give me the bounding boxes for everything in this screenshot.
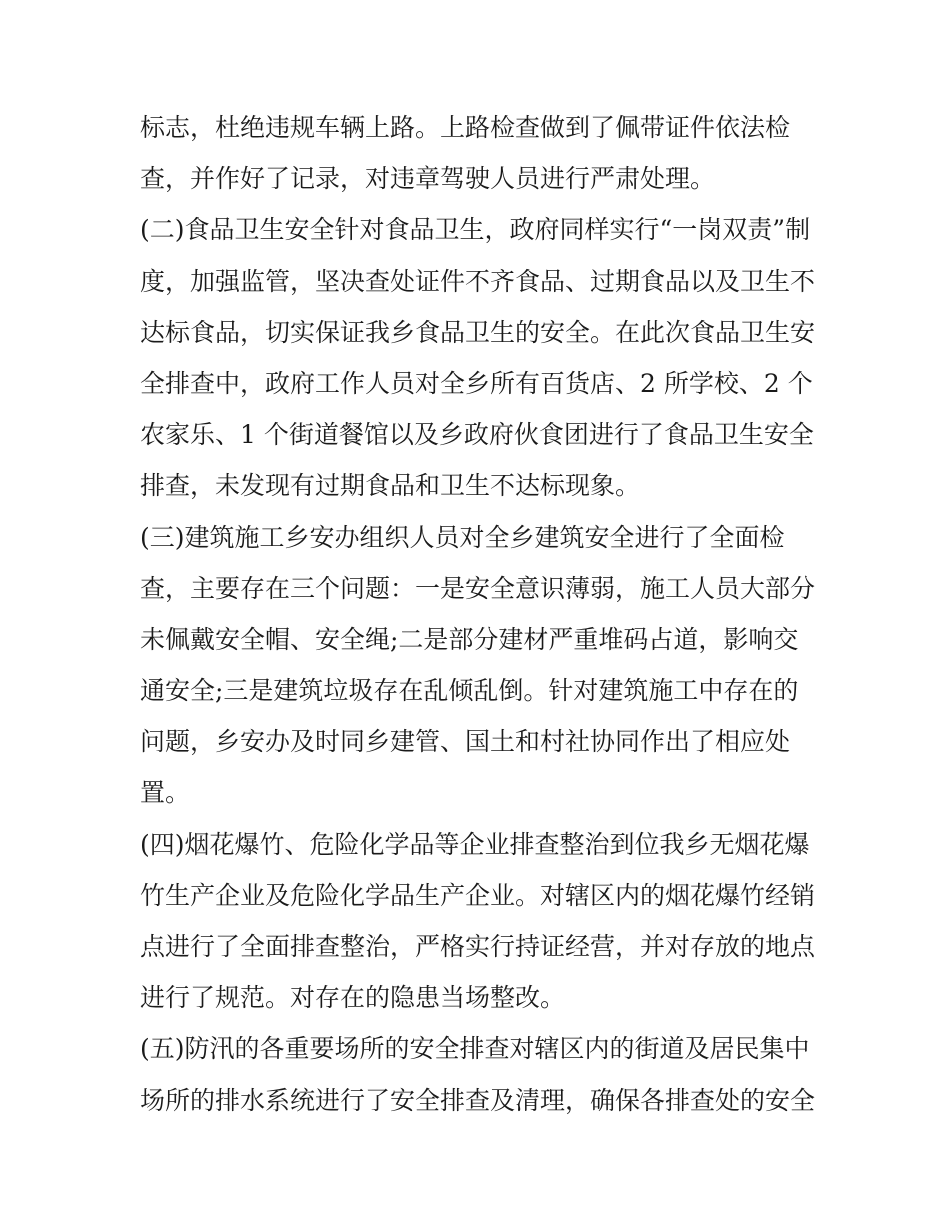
document-body (140, 102, 820, 1126)
text-line: 度，加强监管，坚决查处证件不齐食品、过期食品以及卫生不 (140, 266, 816, 296)
text-line: 通安全;三是建筑垃圾存在乱倾乱倒。针对建筑施工中存在的 (140, 676, 799, 706)
text-line: (三)建筑施工乡安办组织人员对全乡建筑安全进行了全面检 (140, 522, 785, 552)
text-line: 查，并作好了记录，对违章驾驶人员进行严肃处理。 (140, 164, 716, 194)
text-line: 全排查中，政府工作人员对全乡所有百货店、2 所学校、2 个 (140, 368, 813, 398)
text-line: 场所的排水系统进行了安全排查及清理，确保各排查处的安全 (140, 1085, 816, 1115)
text-line: 达标食品，切实保证我乡食品卫生的安全。在此次食品卫生安 (140, 317, 816, 347)
text-line: 查，主要存在三个问题：一是安全意识薄弱，施工人员大部分 (140, 573, 816, 603)
text-line: 标志，杜绝违规车辆上路。上路检查做到了佩带证件依法检 (140, 113, 791, 142)
text-line: (四)烟花爆竹、危险化学品等企业排查整治到位我乡无烟花爆 (140, 829, 810, 859)
text-line: 竹生产企业及危险化学品生产企业。对辖区内的烟花爆竹经销 (140, 880, 816, 910)
text-line: (五)防汛的各重要场所的安全排查对辖区内的街道及居民集中 (140, 1034, 810, 1064)
text-line: 置。 (140, 778, 191, 808)
text-line: 进行了规范。对存在的隐患当场整改。 (140, 983, 566, 1013)
text-line: 农家乐、1 个街道餐馆以及乡政府伙食团进行了食品卫生安全 (140, 420, 814, 450)
text-line: (二)食品卫生安全针对食品卫生，政府同样实行“一岗双责”制 (140, 215, 811, 245)
text-line: 点进行了全面排查整治，严格实行持证经营，并对存放的地点 (140, 932, 816, 961)
text-line: 排查，未发现有过期食品和卫生不达标现象。 (140, 471, 641, 501)
text-line: 问题，乡安办及时同乡建管、国土和村社协同作出了相应处 (140, 727, 791, 757)
text-line: 未佩戴安全帽、安全绳;二是部分建材严重堆码占道，影响交 (140, 624, 799, 654)
